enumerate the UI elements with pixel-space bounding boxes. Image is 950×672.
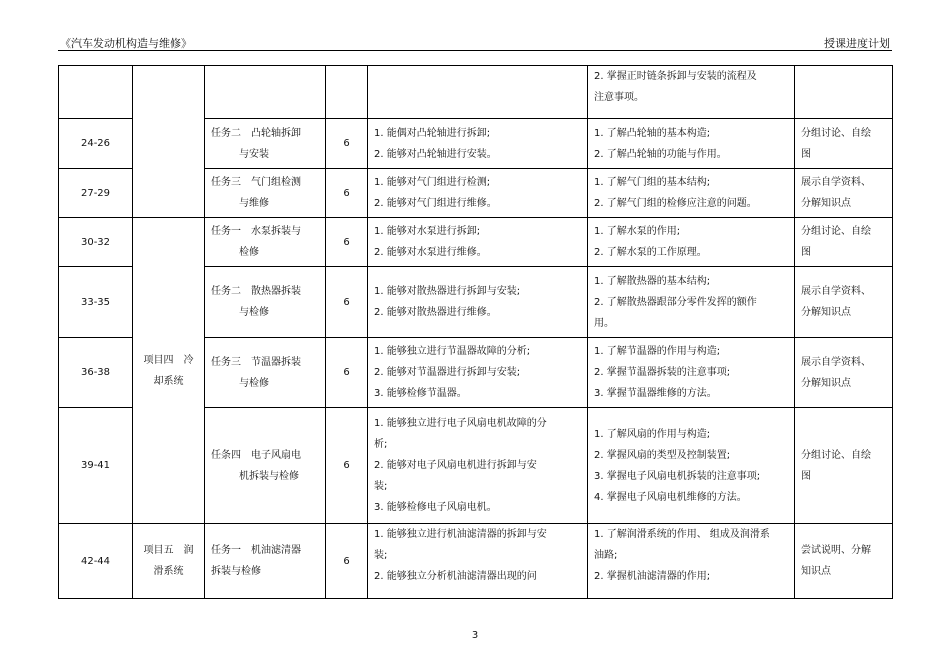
skill-line: 析; xyxy=(374,439,388,450)
method-line: 分解知识点 xyxy=(801,198,851,209)
method-line: 图 xyxy=(801,247,811,258)
knowledge-line: 2. 掌握机油滤清器的作用; xyxy=(594,571,711,582)
schedule-table xyxy=(58,65,893,599)
knowledge-line: 1. 了解水泵的作用; xyxy=(594,226,681,237)
method-cell xyxy=(795,267,893,338)
hours-cell: 30-32 xyxy=(59,218,133,267)
skill-cell xyxy=(368,218,588,267)
table-row xyxy=(59,66,893,119)
hours-cell xyxy=(59,66,133,119)
method-line: 分组讨论、自绘 xyxy=(801,127,871,139)
task-line: 任务三 节温器拆装 xyxy=(211,356,301,368)
task-line: 任务二 散热器拆装 xyxy=(211,286,301,297)
skill-cell xyxy=(368,267,588,338)
knowledge-line: 2. 了解水泵的工作原理。 xyxy=(594,247,707,258)
method-cell xyxy=(795,338,893,408)
header-course-title: 《汽车发动机构造与维修》 xyxy=(60,37,192,50)
skill-cell xyxy=(368,524,588,599)
skill-line: 装; xyxy=(374,481,388,492)
knowledge-line: 2. 掌握正时链条拆卸与安装的流程及 xyxy=(594,71,757,82)
project-line: 滑系统 xyxy=(153,566,184,577)
knowledge-line: 1. 了解气门组的基本结构; xyxy=(594,177,711,188)
skill-line: 2. 能够对凸轮轴进行安装。 xyxy=(374,148,497,160)
task-line: 检修 xyxy=(239,247,259,258)
page-number: 3 xyxy=(471,630,479,641)
project-line: 却系统 xyxy=(153,375,184,387)
project-line: 项目四 冷 xyxy=(143,354,194,366)
skill-line: 1. 能够独立进行电子风扇电机故障的分 xyxy=(374,418,547,429)
knowledge-line: 2. 了解气门组的检修应注意的问题。 xyxy=(594,198,757,209)
header-document-title: 授课进度计划 xyxy=(824,37,890,50)
skill-line: 1. 能够独立进行节温器故障的分析; xyxy=(374,346,531,357)
task-line: 与维修 xyxy=(239,198,269,209)
table-row xyxy=(59,218,893,267)
task-line: 机拆装与检修 xyxy=(239,470,299,482)
knowledge-line: 2. 掌握节温器拆装的注意事项; xyxy=(594,367,731,378)
knowledge-line: 1. 了解润滑系统的作用、 组成及润滑系 xyxy=(594,529,770,540)
knowledge-line: 3. 掌握节温器维修的方法。 xyxy=(594,388,717,399)
knowledge-cell xyxy=(588,169,795,218)
hours-cell: 27-29 xyxy=(59,169,133,218)
week-cell xyxy=(326,66,368,119)
knowledge-cell xyxy=(588,524,795,599)
knowledge-cell xyxy=(588,218,795,267)
skill-line: 2. 能够对气门组进行维修。 xyxy=(374,198,497,209)
task-cell xyxy=(205,66,326,119)
task-line: 任务一 水泵拆装与 xyxy=(211,226,301,237)
task-cell xyxy=(205,267,326,338)
method-cell xyxy=(795,119,893,169)
knowledge-cell xyxy=(588,338,795,408)
week-cell: 6 xyxy=(326,218,368,267)
method-line: 分解知识点 xyxy=(801,377,851,389)
skill-line: 2. 能够对水泵进行维修。 xyxy=(374,247,487,258)
task-cell xyxy=(205,218,326,267)
task-line: 任务一 机油滤清器 xyxy=(211,545,301,556)
skill-line: 3. 能够检修节温器。 xyxy=(374,388,467,399)
task-cell xyxy=(205,408,326,524)
skill-line: 装; xyxy=(374,550,388,561)
knowledge-line: 2. 掌握风扇的类型及控制装置; xyxy=(594,449,731,461)
skill-cell xyxy=(368,66,588,119)
skill-cell xyxy=(368,408,588,524)
skill-line: 2. 能够对电子风扇电机进行拆卸与安 xyxy=(374,460,537,471)
skill-cell xyxy=(368,169,588,218)
project-cell-continued xyxy=(133,66,205,218)
hours-cell: 33-35 xyxy=(59,267,133,338)
skill-line: 2. 能够独立分析机油滤清器出现的问 xyxy=(374,571,537,582)
week-cell: 6 xyxy=(326,524,368,599)
skill-line: 1. 能偶对凸轮轴进行拆卸; xyxy=(374,127,491,139)
method-line: 图 xyxy=(801,470,811,482)
knowledge-line: 油路; xyxy=(594,550,618,561)
method-line: 分组讨论、自绘 xyxy=(801,226,871,237)
skill-cell xyxy=(368,119,588,169)
week-cell: 6 xyxy=(326,119,368,169)
task-line: 任务二 凸轮轴拆卸 xyxy=(211,127,301,139)
skill-line: 1. 能够对气门组进行检测; xyxy=(374,177,491,188)
method-cell xyxy=(795,169,893,218)
method-cell xyxy=(795,408,893,524)
knowledge-line: 1. 了解凸轮轴的基本构造; xyxy=(594,127,711,139)
method-line: 图 xyxy=(801,148,811,160)
task-cell xyxy=(205,119,326,169)
table-row xyxy=(59,524,893,599)
hours-cell: 39-41 xyxy=(59,408,133,524)
task-line: 任条四 电子风扇电 xyxy=(211,449,301,461)
method-line: 展示自学资料、 xyxy=(801,177,871,188)
knowledge-cell xyxy=(588,66,795,119)
method-line: 知识点 xyxy=(801,566,831,577)
skill-line: 2. 能够对节温器进行拆卸与安装; xyxy=(374,367,521,378)
week-cell: 6 xyxy=(326,169,368,218)
project-line: 项目五 润 xyxy=(143,545,194,556)
method-line: 展示自学资料、 xyxy=(801,356,871,368)
task-line: 与安装 xyxy=(239,148,269,160)
task-cell xyxy=(205,169,326,218)
task-line: 与检修 xyxy=(239,307,269,318)
task-line: 任务三 气门组检测 xyxy=(211,177,301,188)
task-line: 与检修 xyxy=(239,377,269,389)
method-line: 展示自学资料、 xyxy=(801,286,871,297)
project-cell xyxy=(133,218,205,524)
skill-line: 1. 能够独立进行机油滤清器的拆卸与安 xyxy=(374,529,547,540)
task-cell xyxy=(205,338,326,408)
task-cell xyxy=(205,524,326,599)
method-line: 分组讨论、自绘 xyxy=(801,449,871,461)
method-cell xyxy=(795,66,893,119)
method-cell xyxy=(795,524,893,599)
method-line: 分解知识点 xyxy=(801,307,851,318)
knowledge-cell xyxy=(588,119,795,169)
skill-line: 3. 能够检修电子风扇电机。 xyxy=(374,502,497,513)
skill-cell xyxy=(368,338,588,408)
week-cell: 6 xyxy=(326,338,368,408)
knowledge-cell xyxy=(588,408,795,524)
task-line: 拆装与检修 xyxy=(211,566,261,577)
skill-line: 1. 能够对水泵进行拆卸; xyxy=(374,226,481,237)
header-rule xyxy=(58,50,892,51)
knowledge-line: 4. 掌握电子风扇电机维修的方法。 xyxy=(594,491,747,503)
method-line: 尝试说明、分解 xyxy=(801,545,871,556)
hours-cell: 24-26 xyxy=(59,119,133,169)
knowledge-line: 用。 xyxy=(594,317,614,329)
knowledge-line: 3. 掌握电子风扇电机拆装的注意事项; xyxy=(594,470,761,482)
method-cell xyxy=(795,218,893,267)
skill-line: 1. 能够对散热器进行拆卸与安装; xyxy=(374,286,521,297)
skill-line: 2. 能够对散热器进行维修。 xyxy=(374,307,497,318)
knowledge-line: 1. 了解散热器的基本结构; xyxy=(594,275,711,287)
knowledge-line: 注意事项。 xyxy=(594,92,644,103)
week-cell: 6 xyxy=(326,267,368,338)
knowledge-line: 1. 了解节温器的作用与构造; xyxy=(594,346,721,357)
hours-cell: 42-44 xyxy=(59,524,133,599)
hours-cell: 36-38 xyxy=(59,338,133,408)
knowledge-line: 2. 了解凸轮轴的功能与作用。 xyxy=(594,148,727,160)
knowledge-cell xyxy=(588,267,795,338)
knowledge-line: 1. 了解风扇的作用与构造; xyxy=(594,428,711,440)
week-cell: 6 xyxy=(326,408,368,524)
knowledge-line: 2. 了解散热器跟部分零件发挥的额作 xyxy=(594,296,757,308)
project-cell xyxy=(133,524,205,599)
